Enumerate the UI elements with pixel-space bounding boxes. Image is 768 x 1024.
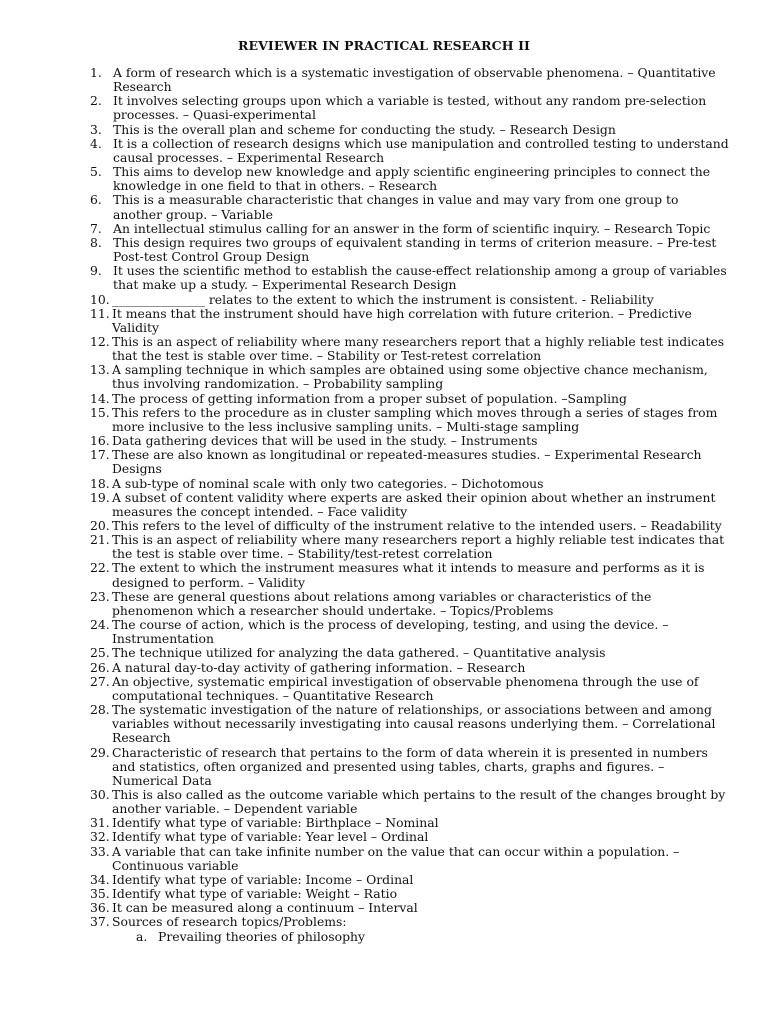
list-item bbox=[90, 165, 730, 193]
item-number: 4. bbox=[90, 135, 102, 151]
item-text: This is a measurable characteristic that changes in value and may vary from one group to another group. – Variable bbox=[113, 192, 679, 222]
list-item bbox=[90, 788, 730, 816]
item-number: 25. bbox=[90, 645, 110, 661]
item-number: 29. bbox=[90, 744, 110, 760]
item-number: 34. bbox=[90, 871, 110, 887]
item-text: A natural day-to-day activity of gathering information. – Research bbox=[112, 659, 526, 675]
item-text: It involves selecting groups upon which a variable is tested, without any random pre-selection processes. – Quasi-experimental bbox=[113, 93, 707, 123]
item-number: 3. bbox=[90, 121, 102, 137]
item-number: 5. bbox=[90, 164, 102, 180]
item-text: It means that the instrument should have high correlation with future criterion. – Predictive Validity bbox=[112, 305, 692, 335]
list-item bbox=[90, 434, 730, 448]
sub-item-letter: a. bbox=[136, 928, 148, 944]
item-text: _______________ relates to the extent to which the instrument is consistent. - Reliability bbox=[112, 291, 654, 307]
list-item bbox=[90, 491, 730, 519]
list-item bbox=[90, 193, 730, 221]
item-number: 28. bbox=[90, 702, 110, 718]
item-number: 30. bbox=[90, 786, 110, 802]
item-number: 10. bbox=[90, 291, 110, 307]
item-text: The systematic investigation of the nature of relationships, or associations between and among variables without necessarily investigating into causal reasons underlying them. – Correlational Research bbox=[112, 702, 716, 746]
item-text: This refers to the level of difficulty of the instrument relative to the intended users. – Readability bbox=[112, 518, 722, 533]
list-item bbox=[90, 533, 730, 561]
item-text: Identify what type of variable: Income – Ordinal bbox=[112, 871, 414, 887]
item-number: 37. bbox=[90, 914, 110, 930]
item-number: 2. bbox=[90, 93, 102, 109]
item-number: 6. bbox=[90, 192, 102, 208]
item-text: A sampling technique in which samples are obtained using some objective chance mechanism, thus involving randomization. – Probability sampling bbox=[112, 362, 708, 392]
list-item bbox=[90, 830, 730, 844]
item-text: It is a collection of research designs which use manipulation and controlled testing to understand causal processes. – Experimental Research bbox=[113, 135, 729, 165]
list-item bbox=[90, 363, 730, 391]
list-item bbox=[90, 94, 730, 122]
list-item bbox=[90, 618, 730, 646]
item-text: Characteristic of research that pertains to the form of data wherein it is presented in numbers and statistics, often organized and presented using tables, charts, graphs and figures. – Numerical Data bbox=[112, 744, 708, 788]
list-item bbox=[90, 519, 730, 533]
item-number: 22. bbox=[90, 560, 110, 576]
item-text: A variable that can take infinite number on the value that can occur within a population. – Continuous variable bbox=[112, 843, 680, 873]
item-text: This aims to develop new knowledge and apply scientific engineering principles to connect the knowledge in one field to that in others. – Research bbox=[113, 164, 711, 194]
list-item bbox=[90, 222, 730, 236]
list-item bbox=[90, 307, 730, 335]
list-item bbox=[90, 915, 730, 929]
list-item bbox=[90, 392, 730, 406]
item-text: It can be measured along a continuum – Interval bbox=[112, 900, 418, 916]
list-item bbox=[90, 661, 730, 675]
item-number: 23. bbox=[90, 588, 110, 604]
item-text: The technique utilized for analyzing the data gathered. – Quantitative analysis bbox=[112, 645, 606, 661]
item-text: The extent to which the instrument measures what it intends to measure and performs as it is designed to perform. – Validity bbox=[112, 560, 705, 590]
list-item bbox=[90, 901, 730, 915]
item-text: This is an aspect of reliability where many researchers report that a highly reliable test indicates that the test is stable over time. – Stability or Test-retest correlation bbox=[112, 333, 725, 364]
item-number: 14. bbox=[90, 390, 110, 406]
item-number: 8. bbox=[90, 234, 102, 250]
item-number: 18. bbox=[90, 475, 110, 491]
item-text: This refers to the procedure as in cluster sampling which moves through a series of stages from more inclusive to the less inclusive sampling units. – Multi-stage sampling bbox=[112, 404, 718, 434]
item-number: 20. bbox=[90, 518, 110, 533]
sub-item-text: Prevailing theories of philosophy bbox=[158, 928, 365, 944]
reviewer-list bbox=[90, 66, 730, 944]
item-text: These are also known as longitudinal or repeated-measures studies. – Experimental Research Designs bbox=[112, 447, 702, 477]
item-text: A form of research which is a systematic investigation of observable phenomena. – Quantitative Research bbox=[113, 65, 716, 95]
list-item bbox=[90, 646, 730, 660]
item-text: A sub-type of nominal scale with only two categories. – Dichotomous bbox=[112, 475, 544, 491]
list-item bbox=[90, 236, 730, 264]
list-item bbox=[90, 477, 730, 491]
item-text: A subset of content validity where experts are asked their opinion about whether an instrument measures the concept intended. – Face validity bbox=[112, 489, 716, 519]
item-number: 24. bbox=[90, 617, 110, 633]
list-item bbox=[90, 123, 730, 137]
item-number: 32. bbox=[90, 829, 110, 845]
document-title: REVIEWER IN PRACTICAL RESEARCH II bbox=[238, 38, 530, 53]
item-number: 36. bbox=[90, 900, 110, 916]
item-number: 26. bbox=[90, 659, 110, 675]
item-number: 35. bbox=[90, 886, 110, 902]
list-item bbox=[90, 816, 730, 830]
list-item bbox=[90, 335, 730, 363]
item-text: The process of getting information from a proper subset of population. –Sampling bbox=[112, 390, 627, 406]
list-item bbox=[90, 448, 730, 476]
item-text: This is an aspect of reliability where many researchers report a highly reliable test indicates that the test is stable over time. – Stability/test-retest correlation bbox=[112, 532, 725, 562]
item-number: 12. bbox=[90, 333, 110, 349]
list-item bbox=[90, 293, 730, 307]
item-number: 27. bbox=[90, 673, 110, 689]
list-item bbox=[90, 746, 730, 788]
item-text: This is the overall plan and scheme for conducting the study. – Research Design bbox=[113, 121, 616, 137]
list-item bbox=[90, 675, 730, 703]
item-text: Identify what type of variable: Weight – Ratio bbox=[112, 886, 398, 902]
item-number: 1. bbox=[90, 65, 102, 80]
list-item bbox=[90, 590, 730, 618]
item-number: 11. bbox=[90, 305, 110, 321]
item-number: 16. bbox=[90, 433, 110, 449]
item-number: 33. bbox=[90, 843, 110, 859]
item-number: 13. bbox=[90, 362, 110, 378]
list-item bbox=[90, 845, 730, 873]
list-item bbox=[90, 873, 730, 887]
list-item bbox=[90, 137, 730, 165]
item-text: These are general questions about relations among variables or characteristics of the phenomenon which a researcher should undertake. – Topics/Problems bbox=[112, 588, 652, 618]
item-number: 17. bbox=[90, 447, 110, 463]
item-number: 7. bbox=[90, 220, 102, 236]
list-item bbox=[90, 264, 730, 292]
item-text: The course of action, which is the process of developing, testing, and using the device. – Instrumentation bbox=[112, 617, 669, 647]
item-text: This design requires two groups of equivalent standing in terms of criterion measure. – Pre-test Post-test Control Group Design bbox=[113, 234, 717, 265]
list-item bbox=[90, 66, 730, 94]
item-number: 31. bbox=[90, 815, 110, 831]
list-item bbox=[90, 561, 730, 589]
list-item bbox=[90, 406, 730, 434]
item-text: An intellectual stimulus calling for an answer in the form of scientific inquiry. – Research Topic bbox=[113, 220, 711, 236]
item-number: 19. bbox=[90, 489, 110, 505]
item-number: 21. bbox=[90, 532, 110, 548]
item-text: Identify what type of variable: Birthplace – Nominal bbox=[112, 815, 439, 831]
list-item bbox=[90, 887, 730, 901]
item-number: 9. bbox=[90, 263, 102, 279]
item-number: 15. bbox=[90, 404, 110, 420]
item-text: An objective, systematic empirical investigation of observable phenomena through the use of computational techniques. – Quantitative Research bbox=[112, 673, 699, 703]
item-text: It uses the scientific method to establish the cause-effect relationship among a group of variables that make up a study. – Experimental Research Design bbox=[113, 263, 727, 293]
item-text: Identify what type of variable: Year level – Ordinal bbox=[112, 829, 429, 845]
sub-list-item bbox=[90, 930, 730, 944]
list-item bbox=[90, 703, 730, 745]
item-text: Data gathering devices that will be used in the study. – Instruments bbox=[112, 433, 538, 449]
item-text: Sources of research topics/Problems: bbox=[112, 914, 347, 930]
item-text: This is also called as the outcome variable which pertains to the result of the changes brought by another variable. – Dependent variable bbox=[112, 786, 726, 817]
